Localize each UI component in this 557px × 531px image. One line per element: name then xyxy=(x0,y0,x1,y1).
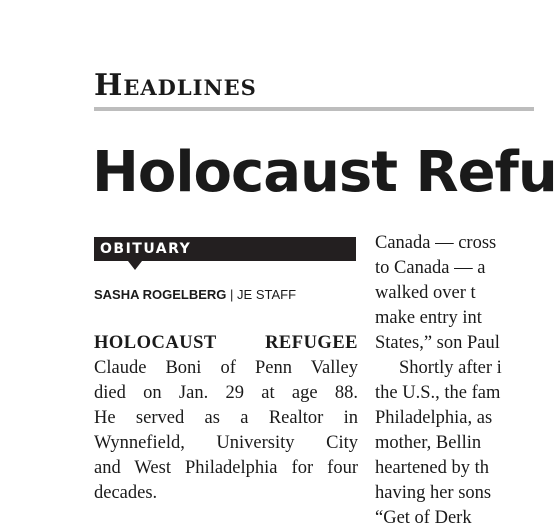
body-line: the U.S., the fam xyxy=(375,383,501,403)
body-line: decades. xyxy=(94,483,158,503)
body-line: heartened by th xyxy=(375,458,490,478)
body-line: make entry int xyxy=(375,308,482,328)
body-line: Canada — cross xyxy=(375,233,497,253)
section-divider xyxy=(94,107,534,111)
body-line: having her sons xyxy=(375,483,492,503)
body-line: Shortly after i xyxy=(399,358,502,378)
body-line: mother, Bellin xyxy=(375,433,482,453)
article-headline: Holocaust Refu xyxy=(92,140,557,205)
byline-author: SASHA ROGELBERG xyxy=(94,287,227,302)
kicker-pointer-icon xyxy=(128,261,142,270)
body-line: to Canada — a xyxy=(375,258,486,278)
lead-in: HOLOCAUST REFUGEE xyxy=(94,333,358,353)
obituary-kicker: OBITUARY xyxy=(94,237,356,261)
body-line: died on Jan. 29 at age 88. xyxy=(94,383,358,403)
byline xyxy=(94,286,296,304)
body-line: Claude Boni of Penn Valley xyxy=(94,358,358,378)
byline-separator: | xyxy=(226,287,238,302)
section-label: Headlines xyxy=(94,68,257,103)
body-line: “Get of Derk xyxy=(375,508,472,528)
body-line: and West Philadelphia for four xyxy=(94,458,358,478)
article-column-left xyxy=(94,331,358,506)
byline-org: JE STAFF xyxy=(237,287,297,302)
body-line: States,” son Paul xyxy=(375,333,500,353)
body-line: Philadelphia, as xyxy=(375,408,493,428)
body-line: He served as a Realtor in xyxy=(94,408,358,428)
body-line: Wynnefield, University City xyxy=(94,433,358,453)
body-line: walked over t xyxy=(375,283,476,303)
article-column-right xyxy=(375,231,545,531)
